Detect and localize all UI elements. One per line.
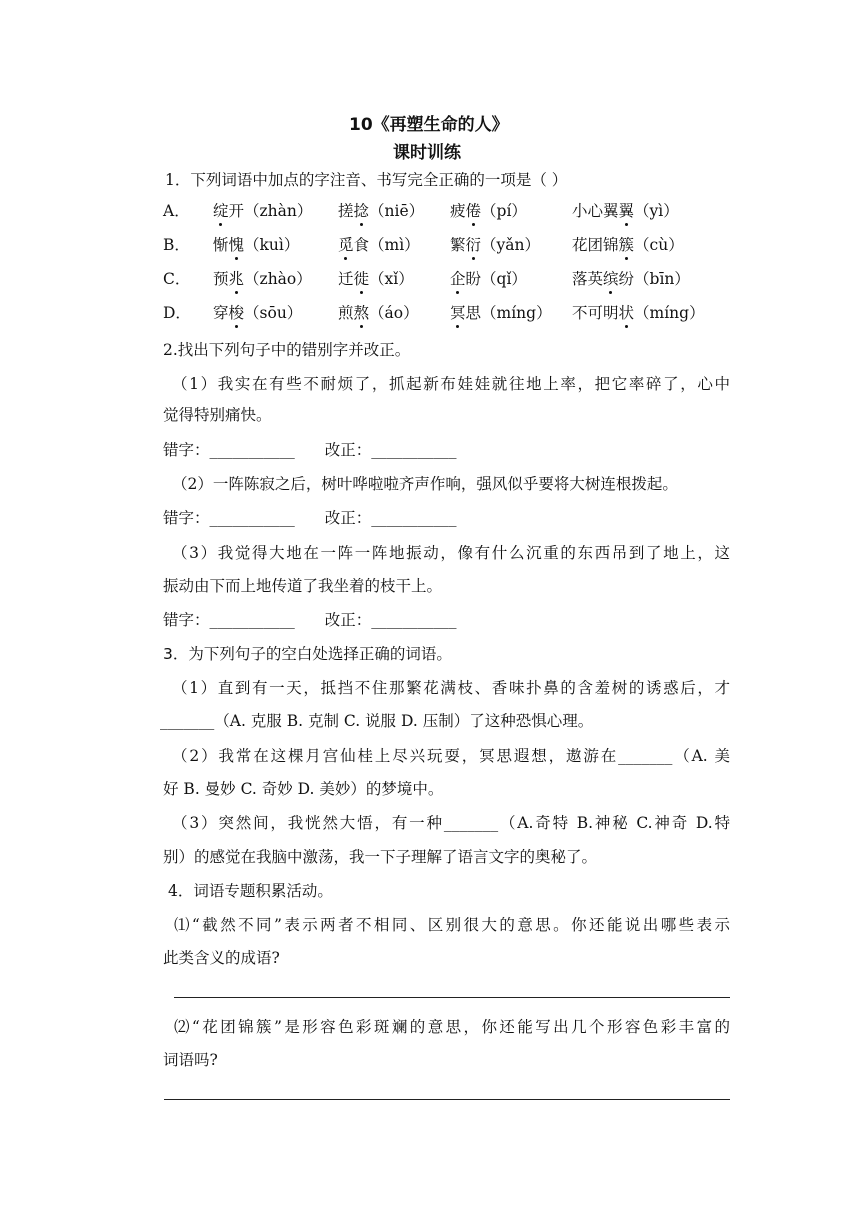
q3-stem: 3．为下列句子的空白处选择正确的词语。 xyxy=(163,645,452,663)
q3-sentence-1-line-2: _______（A. 克服 B. 克制 C. 说服 D. 压制）了这种恐惧心理。 xyxy=(160,712,594,730)
q1-option-c: C． 预兆（zhào） 迁徙（xǐ） 企盼（qǐ） 落英缤纷（bīn） xyxy=(163,270,690,288)
q3-sentence-2-line-1: （2）我常在这棵月宫仙桂上尽兴玩耍，冥思遐想，遨游在_______（A. 美 xyxy=(172,747,730,765)
fix-label: 改正： xyxy=(324,509,372,527)
error-blank[interactable]: ___________ xyxy=(209,509,295,527)
q2-sentence-2-line-1: （2）一阵陈寂之后，树叶哗啦啦齐声作响，强风似乎要将大树连根拨起。 xyxy=(172,475,678,493)
q2-answer-row-1 xyxy=(163,440,457,460)
q3-sentence-3-line-1: （3）突然间，我恍然大悟，有一种_______（A.奇特 B.神秘 C.神奇 D.特 xyxy=(172,814,730,832)
q2-sentence-3-line-1: （3）我觉得大地在一阵一阵地振动，像有什么沉重的东西吊到了地上，这 xyxy=(172,544,730,562)
q2-answer-row-2 xyxy=(163,508,457,528)
q3-sentence-3-line-2: 别）的感觉在我脑中激荡，我一下子理解了语言文字的奥秘了。 xyxy=(163,848,598,866)
fix-blank[interactable]: ___________ xyxy=(371,441,457,459)
q4-sentence-2-line-1: ⑵“花团锦簇”是形容色彩斑斓的意思，你还能写出几个形容色彩丰富的 xyxy=(174,1018,730,1036)
q1-stem: 1．下列词语中加点的字注音、书写完全正确的一项是（ ） xyxy=(165,171,568,189)
q4-answer-line-1[interactable] xyxy=(174,997,730,998)
q2-stem: 2.找出下列句子中的错别字并改正。 xyxy=(163,341,411,359)
q1-option-d: D． 穿梭（sōu） 煎熬（áo） 冥思（míng） 不可明状（míng） xyxy=(163,304,705,322)
q2-sentence-1-line-1: （1）我实在有些不耐烦了，抓起新布娃娃就往地上率，把它率碎了，心中 xyxy=(172,375,730,393)
page-subtitle: 课时训练 xyxy=(393,143,461,163)
error-blank[interactable]: ___________ xyxy=(209,441,295,459)
q4-sentence-1-line-2: 此类含义的成语? xyxy=(163,949,280,967)
q4-answer-line-2[interactable] xyxy=(164,1099,730,1100)
q4-sentence-2-line-2: 词语吗? xyxy=(163,1051,218,1069)
q2-sentence-3-line-2: 振动由下而上地传道了我坐着的枝干上。 xyxy=(163,577,443,595)
q4-sentence-1-line-1: ⑴“截然不同”表示两者不相同、区别很大的意思。你还能说出哪些表示 xyxy=(174,916,730,934)
error-label: 错字： xyxy=(163,509,210,527)
error-label: 错字： xyxy=(163,441,210,459)
fix-label: 改正： xyxy=(324,611,372,629)
q1-option-a: A． 绽开（zhàn） 搓捻（niē） 疲倦（pí） 小心翼翼（yì） xyxy=(163,202,679,220)
fix-blank[interactable]: ___________ xyxy=(371,509,457,527)
fix-label: 改正： xyxy=(324,441,372,459)
error-label: 错字： xyxy=(163,611,210,629)
q1-option-b: B． 惭愧（kuì） 觅食（mì） 繁衍（yǎn） 花团锦簇（cù） xyxy=(163,236,684,254)
q3-sentence-2-line-2: 好 B. 曼妙 C. 奇妙 D. 美妙）的梦境中。 xyxy=(163,780,444,798)
q2-answer-row-3 xyxy=(163,610,457,630)
page-title: 10《再塑生命的人》 xyxy=(349,115,509,135)
q2-sentence-1-line-2: 觉得特别痛快。 xyxy=(163,406,272,424)
fix-blank[interactable]: ___________ xyxy=(371,611,457,629)
q3-sentence-1-line-1: （1）直到有一天，抵挡不住那繁花满枝、香味扑鼻的含羞树的诱惑后，才 xyxy=(172,679,730,697)
error-blank[interactable]: ___________ xyxy=(209,611,295,629)
q4-stem: 4．词语专题积累活动。 xyxy=(168,882,333,900)
